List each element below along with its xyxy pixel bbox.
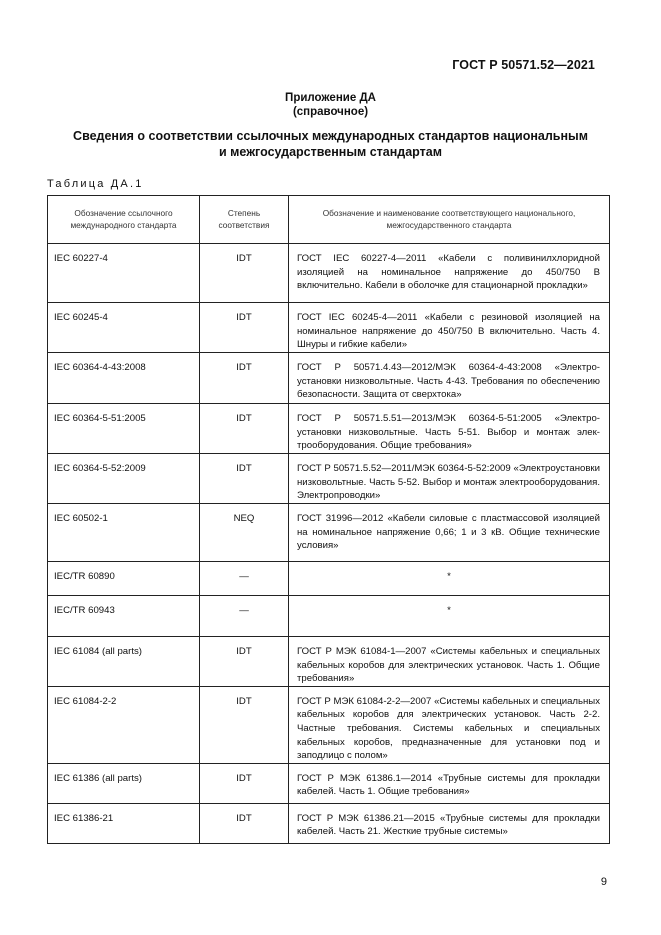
header-reference-standard: Обозначение ссылочного международного стандарта: [48, 196, 200, 244]
national-standard-cell: ГОСТ Р МЭК 61386.1—2014 «Трубные системы для прокладки кабелей. Часть 1. Общие требования»: [289, 763, 610, 803]
degree-cell: IDT: [200, 404, 289, 454]
table-label: Таблица ДА.1: [47, 178, 144, 190]
section-title: [40, 128, 621, 160]
table-row: [48, 303, 610, 353]
national-standard-cell: ГОСТ IEC 60227-4—2011 «Кабели с поливинилхлоридной изоляцией на номинальное напряжение до 450/750 В включительно. Кабели в оболочке для стационарной прокладки»: [289, 244, 610, 303]
national-standard-cell: ГОСТ Р МЭК 61386.21—2015 «Трубные системы для прокладки кабелей. Часть 21. Жесткие трубные системы»: [289, 803, 610, 843]
national-standard-cell: *: [289, 596, 610, 637]
table-header-row: [48, 196, 610, 244]
reference-standard-cell: IEC 61084 (all parts): [48, 637, 200, 687]
table-row: [48, 454, 610, 504]
reference-standard-cell: IEC 60245-4: [48, 303, 200, 353]
reference-standard-cell: IEC/TR 60890: [48, 562, 200, 596]
table-row: [48, 504, 610, 562]
annex-title: Приложение ДА: [285, 92, 376, 104]
degree-cell: —: [200, 562, 289, 596]
annex-heading: [0, 91, 661, 119]
page-number: 9: [600, 876, 607, 888]
table-row: [48, 404, 610, 454]
degree-cell: IDT: [200, 244, 289, 303]
national-standard-cell: ГОСТ Р МЭК 61084-2-2—2007 «Системы кабельных и специальных кабельных коробов для электрических установок. Часть 2-2. Частные требования. Системы кабельных и специальных кабельных коробов, предназначенные для установки под и заподлицо с полом»: [289, 686, 610, 763]
degree-cell: IDT: [200, 303, 289, 353]
reference-standard-cell: IEC/TR 60943: [48, 596, 200, 637]
degree-cell: —: [200, 596, 289, 637]
table-row: [48, 353, 610, 404]
annex-subtitle: (справочное): [292, 106, 369, 118]
degree-cell: IDT: [200, 637, 289, 687]
national-standard-cell: ГОСТ IEC 60245-4—2011 «Кабели с резиновой изоляцией на номинальное напряжение до 450/750 В включительно. Часть 4. Шнуры и гибкие кабели»: [289, 303, 610, 353]
document-code: ГОСТ Р 50571.52—2021: [452, 58, 595, 72]
reference-standard-cell: IEC 60502-1: [48, 504, 200, 562]
reference-standard-cell: IEC 60364-5-51:2005: [48, 404, 200, 454]
reference-standard-cell: IEC 60364-5-52:2009: [48, 454, 200, 504]
section-title-line-1: Сведения о соответствии ссылочных международных стандартов национальным: [73, 129, 588, 143]
reference-standard-cell: IEC 61084-2-2: [48, 686, 200, 763]
reference-standard-cell: IEC 60227-4: [48, 244, 200, 303]
table-row: [48, 686, 610, 763]
national-standard-cell: ГОСТ Р МЭК 61084-1—2007 «Системы кабельных и специальных кабельных коробов для электрических установок. Часть 1. Общие требования»: [289, 637, 610, 687]
reference-standard-cell: IEC 60364-4-43:2008: [48, 353, 200, 404]
degree-cell: IDT: [200, 353, 289, 404]
national-standard-cell: *: [289, 562, 610, 596]
national-standard-cell: ГОСТ Р 50571.4.43—2012/МЭК 60364-4-43:2008 «Электроустановки низковольтные. Часть 4-43. Требования по обеспечению безопасности. Защита от сверхтока»: [289, 353, 610, 404]
table-row: [48, 244, 610, 303]
degree-cell: IDT: [200, 454, 289, 504]
degree-cell: IDT: [200, 686, 289, 763]
national-standard-cell: ГОСТ Р 50571.5.51—2013/МЭК 60364-5-51:2005 «Электроустановки низковольтные. Часть 5-51. Выбор и монтаж электрооборудования. Общие требования»: [289, 404, 610, 454]
table-row: [48, 562, 610, 596]
header-degree: Степень соответствия: [200, 196, 289, 244]
header-national-standard: Обозначение и наименование соответствующего национального, межгосударственного стандарта: [289, 196, 610, 244]
section-title-line-2: и межгосударственным стандартам: [219, 145, 442, 159]
degree-cell: IDT: [200, 803, 289, 843]
national-standard-cell: ГОСТ Р 50571.5.52—2011/МЭК 60364-5-52:2009 «Электроустановки низковольтные. Часть 5-52. Выбор и монтаж электрооборудования. Электропроводки»: [289, 454, 610, 504]
correspondence-table: [47, 195, 610, 844]
table-row: [48, 803, 610, 843]
table-row: [48, 637, 610, 687]
degree-cell: IDT: [200, 763, 289, 803]
degree-cell: NEQ: [200, 504, 289, 562]
national-standard-cell: ГОСТ 31996—2012 «Кабели силовые с пластмассовой изоляцией на номинальное напряжение 0,66; 1 и 3 кВ. Общие технические условия»: [289, 504, 610, 562]
table-row: [48, 763, 610, 803]
reference-standard-cell: IEC 61386-21: [48, 803, 200, 843]
table-row: [48, 596, 610, 637]
reference-standard-cell: IEC 61386 (all parts): [48, 763, 200, 803]
